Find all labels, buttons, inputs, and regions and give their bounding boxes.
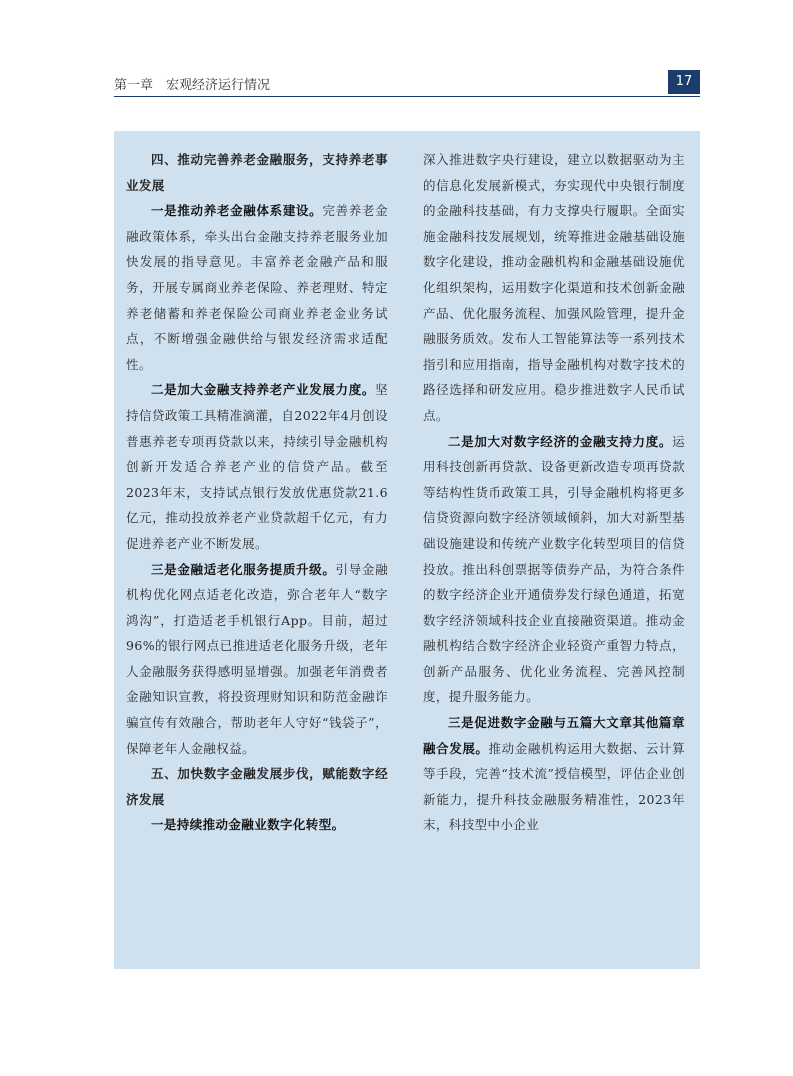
paragraph: [126, 557, 388, 762]
paragraph-text: 坚持信贷政策工具精准滴灌，自2022年4月创设普惠养老专项再贷款以来，持续引导金融机构创新开发适合养老产业的信贷产品。截至2023年末，支持试点银行发放优惠贷款21.6亿元，推动投放养老产业贷款超千亿元，有力促进养老产业不断发展。: [126, 382, 388, 551]
subheading: 二是加大金融支持养老产业发展力度。: [151, 382, 376, 398]
section-heading-5: 五、加快数字金融发展步伐，赋能数字经济发展: [126, 766, 388, 807]
paragraph-text: 完善养老金融政策体系，牵头出台金融支持养老服务业加快发展的指导意见。丰富养老金融产品和服务，开展专属商业养老保险、养老理财、特定养老储蓄和养老保险公司商业养老金业务试点，不断增强金融供给与银发经济需求适配性。: [126, 203, 388, 372]
paragraph: [126, 377, 388, 556]
paragraph: [126, 198, 388, 377]
paragraph-text: 运用科技创新再贷款、设备更新改造专项再贷款等结构性货币政策工具，引导金融机构将更多信贷资源向数字经济领域倾斜，加大对新型基础设施建设和传统产业数字化转型项目的信贷投放。推出科创票据等债券产品，为符合条件的数字经济企业开通债券发行绿色通道，拓宽数字经济领域科技企业直接融资渠道。推动金融机构结合数字经济企业轻资产重智力特点，创新产品服务、优化业务流程、完善风控制度，提升服务能力。: [423, 433, 685, 705]
section-heading-4: 四、推动完善养老金融服务，支持养老事业发展: [126, 152, 388, 193]
subheading: 一是持续推动金融业数字化转型。: [151, 817, 345, 833]
right-column: [423, 147, 685, 838]
subheading: 一是推动养老金融体系建设。: [151, 203, 323, 219]
paragraph-continued: 深入推进数字央行建设，建立以数据驱动为主的信息化发展新模式，夯实现代中央银行制度的金融科技基础，有力支撑央行履职。全面实施金融科技发展规划，统筹推进金融基础设施数字化建设，推动金融机构和金融基础设施优化组织架构，运用数字化渠道和技术创新金融产品、优化服务流程、加强风险管理，提升金融服务质效。发布人工智能算法等一系列技术指引和应用指南，指导金融机构对数字技术的路径选择和研发应用。稳步推进数字人民币试点。: [423, 152, 685, 423]
subheading: 二是加大对数字经济的金融支持力度。: [448, 433, 673, 449]
paragraph-text: 推动金融机构运用大数据、云计算等手段，完善“技术流”授信模型，评估企业创新能力，提升科技金融服务精准性，2023年末，科技型中小企业: [423, 740, 685, 833]
chapter-title: 第一章 宏观经济运行情况: [114, 78, 271, 93]
subheading: 三是金融适老化服务提质升级。: [151, 561, 336, 577]
paragraph: [126, 812, 388, 838]
paragraph: [423, 710, 685, 838]
paragraph-text: 引导金融机构优化网点适老化改造，弥合老年人“数字鸿沟”，打造适老手机银行App。目前，超过96%的银行网点已推进适老化服务升级，老年人金融服务获得感明显增强。加强老年消费者金融知识宣教，将投资理财知识和防范金融诈骗宣传有效融合，帮助老年人守好“钱袋子”，保障老年人金融权益。: [126, 561, 388, 756]
left-column: [126, 147, 388, 838]
paragraph: [423, 429, 685, 711]
page-header: [114, 70, 700, 97]
subheading: 三是促进数字金融与五篇大文章其他篇章融合发展。: [423, 715, 685, 756]
content-box: [114, 131, 700, 969]
page-number: 17: [668, 70, 700, 94]
